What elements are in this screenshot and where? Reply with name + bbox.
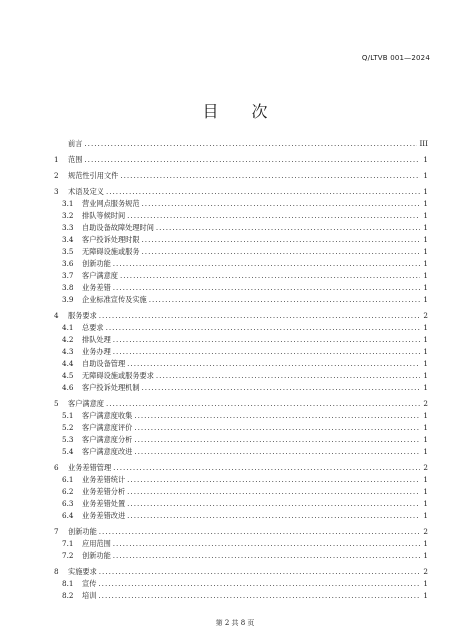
toc-entry-label: 前言 [68,139,83,148]
toc-leader-dots [113,347,420,356]
toc-entry[interactable] [54,487,428,499]
toc-leader-dots [134,435,420,444]
toc-entry-number: 8.1 [62,579,74,588]
toc-leader-dots [113,335,420,344]
toc-leader-dots [127,359,420,368]
toc-leader-dots [127,487,420,496]
toc-entry-label: 宣传 [82,579,97,588]
toc-entry-label: 规范性引用文件 [68,171,119,180]
toc-entry-page: 1 [423,211,428,220]
toc-leader-dots [84,139,417,148]
toc-entry-page: 1 [423,371,428,380]
toc-entry-label: 创新功能 [82,551,111,560]
toc-leader-dots [106,399,420,408]
toc-entry-page: 1 [423,539,428,548]
toc-entry-page: 1 [423,347,428,356]
toc-entry[interactable] [54,247,428,259]
toc-entry-label: 客户满意度 [82,271,118,280]
toc-leader-dots [127,499,420,508]
toc-entry-number: 4.4 [62,359,74,368]
toc-entry[interactable] [54,463,428,475]
toc-leader-dots [98,579,420,588]
toc-entry-label: 培训 [82,591,97,600]
toc-leader-dots [127,475,420,484]
toc-entry-number: 5 [54,399,59,408]
toc-entry-label: 自助设备故障处理时间 [82,223,154,232]
toc-entry[interactable] [54,199,428,211]
toc-entry-page: 1 [423,295,428,304]
toc-entry-page: 1 [423,223,428,232]
toc-entry[interactable] [54,475,428,487]
toc-entry-label: 创新功能 [68,527,97,536]
toc-leader-dots [142,235,420,244]
toc-entry-label: 应用范围 [82,539,111,548]
toc-leader-dots [134,447,420,456]
toc-leader-dots [120,171,420,180]
toc-entry-page: 2 [423,463,428,472]
toc-entry-number: 3 [54,187,59,196]
toc-entry-page: 1 [423,579,428,588]
toc-entry-page: 1 [423,323,428,332]
toc-leader-dots [84,155,420,164]
toc-entry-label: 无障碍设施或服务 [82,247,140,256]
toc-entry-number: 4.1 [62,323,74,332]
toc-entry[interactable] [54,283,428,295]
toc-leader-dots [106,187,420,196]
toc-entry[interactable] [54,423,428,435]
toc-entry-number: 1 [54,155,59,164]
toc-entry-number: 6.1 [62,475,74,484]
toc-entry-page: 1 [423,487,428,496]
toc-entry-number: 7 [54,527,59,536]
toc-leader-dots [106,323,420,332]
toc-entry-page: 1 [423,283,428,292]
toc-entry-label: 服务要求 [68,311,97,320]
toc-leader-dots [113,259,420,268]
toc-entry[interactable] [54,499,428,511]
toc-entry-label: 客户满意度分析 [82,435,133,444]
toc-entry-label: 客户满意度评价 [82,423,133,432]
toc-entry[interactable] [54,511,428,523]
toc-entry-number: 7.2 [62,551,74,560]
toc-entry[interactable] [54,399,428,411]
toc-leader-dots [142,247,420,256]
toc-entry-label: 营业网点服务规范 [82,199,140,208]
toc-entry[interactable] [54,335,428,347]
toc-entry-number: 4 [54,311,59,320]
toc-entry-label: 术语及定义 [68,187,104,196]
toc-entry-page: 1 [423,475,428,484]
toc-entry-page: 2 [423,311,428,320]
toc-entry[interactable] [54,551,428,563]
toc-leader-dots [99,527,420,536]
toc-entry-label: 自助设备管理 [82,359,126,368]
toc-entry-label: 业务差错处置 [82,499,126,508]
toc-entry-number: 5.3 [62,435,74,444]
toc-entry-page: III [419,139,428,148]
toc-entry[interactable] [54,323,428,335]
table-of-contents [54,139,428,603]
toc-entry[interactable] [54,259,428,271]
toc-leader-dots [99,567,420,576]
toc-entry-label: 无障碍设施或服务要求 [82,371,154,380]
toc-entry[interactable] [54,211,428,223]
toc-entry-number: 6.2 [62,487,74,496]
page-title: 目 次 [202,102,282,121]
toc-entry-number: 3.1 [62,199,74,208]
toc-entry-label: 业务差错统计 [82,475,126,484]
toc-entry-page: 1 [423,447,428,456]
toc-leader-dots [127,511,420,520]
toc-entry-page: 1 [423,359,428,368]
toc-leader-dots [142,383,420,392]
toc-entry[interactable] [54,371,428,383]
toc-entry-page: 1 [423,247,428,256]
toc-entry-page: 1 [423,335,428,344]
toc-entry[interactable] [54,579,428,591]
toc-leader-dots [98,591,420,600]
toc-entry-number: 4.5 [62,371,74,380]
toc-entry[interactable] [54,171,428,183]
toc-entry[interactable] [54,591,428,603]
toc-leader-dots [156,371,420,380]
toc-entry-number: 4.3 [62,347,74,356]
toc-entry-number: 3.4 [62,235,74,244]
toc-entry-number: 4.2 [62,335,74,344]
toc-entry-page: 1 [423,499,428,508]
toc-entry[interactable] [54,539,428,551]
toc-entry-page: 1 [423,551,428,560]
toc-leader-dots [113,551,420,560]
toc-entry-label: 排队处理 [82,335,111,344]
toc-entry[interactable] [54,187,428,199]
toc-entry-page: 2 [423,399,428,408]
toc-entry-page: 2 [423,567,428,576]
toc-entry[interactable] [54,567,428,579]
toc-entry-number: 8 [54,567,59,576]
toc-entry-number: 8.2 [62,591,74,600]
toc-entry-page: 1 [423,511,428,520]
toc-entry-number: 6.3 [62,499,74,508]
toc-leader-dots [134,411,420,420]
toc-leader-dots [142,199,420,208]
toc-entry-number: 6.4 [62,511,74,520]
toc-entry-number: 3.8 [62,283,74,292]
toc-entry[interactable] [54,411,428,423]
toc-entry-label: 业务差错改进 [82,511,126,520]
page-number: 第 2 共 8 页 [215,619,255,627]
toc-entry-number: 5.1 [62,411,74,420]
toc-entry-label: 客户满意度收集 [82,411,133,420]
toc-leader-dots [120,271,420,280]
toc-entry-label: 总要求 [82,323,104,332]
toc-entry-label: 排队等候时间 [82,211,126,220]
toc-entry-page: 1 [423,435,428,444]
toc-entry-page: 1 [423,259,428,268]
toc-entry-label: 业务办理 [82,347,111,356]
toc-entry-page: 1 [423,155,428,164]
toc-entry-page: 1 [423,199,428,208]
toc-entry[interactable] [54,311,428,323]
toc-entry-page: 1 [423,187,428,196]
toc-entry[interactable] [54,235,428,247]
toc-leader-dots [113,539,420,548]
toc-leader-dots [113,463,420,472]
toc-entry-number: 4.6 [62,383,74,392]
toc-entry[interactable] [54,223,428,235]
toc-entry-label: 业务差错管理 [68,463,112,472]
toc-entry-label: 范围 [68,155,83,164]
document-code: Q/LTVB 001—2024 [361,54,430,62]
toc-entry-label: 业务差错 [82,283,111,292]
toc-entry-label: 客户投诉处理机制 [82,383,140,392]
toc-leader-dots [134,423,420,432]
toc-entry[interactable] [54,527,428,539]
toc-entry[interactable] [54,271,428,283]
toc-leader-dots [127,211,420,220]
toc-entry-number: 3.5 [62,247,74,256]
toc-entry-number: 3.7 [62,271,74,280]
toc-entry-label: 客户满意度 [68,399,104,408]
toc-entry-number: 5.2 [62,423,74,432]
toc-entry-number: 6 [54,463,59,472]
toc-entry-label: 客户投诉处理时限 [82,235,140,244]
toc-entry-number: 7.1 [62,539,74,548]
toc-entry-page: 2 [423,527,428,536]
toc-entry[interactable] [54,155,428,167]
toc-leader-dots [149,295,420,304]
toc-entry[interactable] [54,447,428,459]
toc-entry-page: 1 [423,235,428,244]
toc-entry-page: 1 [423,171,428,180]
toc-entry-label: 企业标准宣传及实施 [82,295,147,304]
toc-entry-page: 1 [423,383,428,392]
toc-entry-label: 实施要求 [68,567,97,576]
toc-entry[interactable] [54,295,428,307]
toc-entry[interactable] [54,139,428,151]
toc-entry-page: 1 [423,423,428,432]
toc-entry-page: 1 [423,591,428,600]
toc-entry-label: 创新功能 [82,259,111,268]
toc-entry-number: 5.4 [62,447,74,456]
toc-entry-number: 3.6 [62,259,74,268]
toc-entry-page: 1 [423,411,428,420]
toc-leader-dots [113,283,420,292]
toc-leader-dots [99,311,420,320]
toc-entry-page: 1 [423,271,428,280]
toc-entry[interactable] [54,383,428,395]
toc-entry-number: 3.9 [62,295,74,304]
toc-entry-label: 业务差错分析 [82,487,126,496]
toc-entry[interactable] [54,359,428,371]
toc-entry-number: 3.3 [62,223,74,232]
toc-leader-dots [156,223,420,232]
toc-entry-number: 2 [54,171,59,180]
toc-entry[interactable] [54,435,428,447]
toc-entry[interactable] [54,347,428,359]
toc-entry-number: 3.2 [62,211,74,220]
toc-entry-label: 客户满意度改进 [82,447,133,456]
